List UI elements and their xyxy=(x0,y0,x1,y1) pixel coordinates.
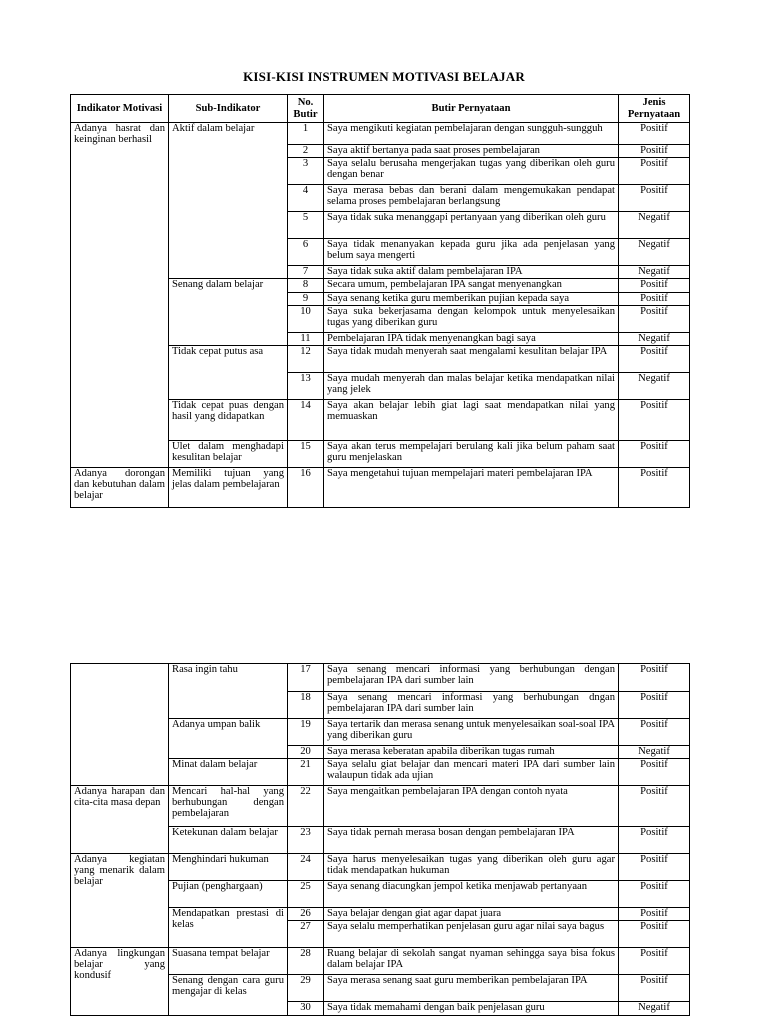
butir-number-cell: 28 xyxy=(288,948,324,975)
butir-number-cell: 22 xyxy=(288,786,324,827)
butir-statement-cell: Saya selalu memperhatikan penjelasan guru agar nilai saya bagus xyxy=(324,921,619,948)
indikator-cell: Adanya kegiatan yang menarik dalam belajar xyxy=(71,854,169,948)
header-jenis-pernyataan: Jenis Pernyataan xyxy=(619,95,690,123)
butir-number-cell: 23 xyxy=(288,827,324,854)
jenis-cell: Negatif xyxy=(619,333,690,346)
butir-statement-cell: Saya selalu giat belajar dan mencari materi IPA dari sumber lain walaupun tidak ada ujian xyxy=(324,759,619,786)
table-row xyxy=(71,664,690,692)
table-row xyxy=(71,854,690,881)
header-indikator: Indikator Motivasi xyxy=(71,95,169,123)
butir-number-cell: 11 xyxy=(288,333,324,346)
header-no-butir: No. Butir xyxy=(288,95,324,123)
sub-indikator-cell: Adanya umpan balik xyxy=(169,719,288,759)
jenis-cell: Negatif xyxy=(619,266,690,279)
butir-statement-cell: Saya senang ketika guru memberikan pujian kepada saya xyxy=(324,293,619,306)
butir-number-cell: 15 xyxy=(288,441,324,468)
indikator-cell: Adanya hasrat dan keinginan berhasil xyxy=(71,123,169,468)
jenis-cell: Negatif xyxy=(619,1002,690,1016)
butir-statement-cell: Saya tidak suka aktif dalam pembelajaran IPA xyxy=(324,266,619,279)
butir-statement-cell: Saya senang mencari informasi yang berhubungan dngan pembelajaran IPA dari sumber lain xyxy=(324,692,619,719)
butir-number-cell: 16 xyxy=(288,468,324,508)
jenis-cell: Positif xyxy=(619,279,690,293)
butir-statement-cell: Saya belajar dengan giat agar dapat juara xyxy=(324,908,619,921)
indikator-cell: Adanya lingkungan belajar yang kondusif xyxy=(71,948,169,1016)
butir-statement-cell: Saya merasa senang saat guru memberikan pembelajaran IPA xyxy=(324,975,619,1002)
jenis-cell: Positif xyxy=(619,921,690,948)
sub-indikator-cell: Ketekunan dalam belajar xyxy=(169,827,288,854)
butir-number-cell: 29 xyxy=(288,975,324,1002)
jenis-cell: Positif xyxy=(619,881,690,908)
butir-statement-cell: Saya tidak memahami dengan baik penjelasan guru xyxy=(324,1002,619,1016)
butir-number-cell: 4 xyxy=(288,185,324,212)
butir-statement-cell: Saya tertarik dan merasa senang untuk menyelesaikan soal-soal IPA yang diberikan guru xyxy=(324,719,619,746)
butir-statement-cell: Saya mengikuti kegiatan pembelajaran dengan sungguh-sungguh xyxy=(324,123,619,145)
jenis-cell: Positif xyxy=(619,158,690,185)
butir-statement-cell: Saya tidak pernah merasa bosan dengan pembelajaran IPA xyxy=(324,827,619,854)
table-row xyxy=(71,786,690,827)
butir-statement-cell: Saya merasa keberatan apabila diberikan tugas rumah xyxy=(324,746,619,759)
sub-indikator-cell: Aktif dalam belajar xyxy=(169,123,288,279)
butir-number-cell: 30 xyxy=(288,1002,324,1016)
sub-indikator-cell: Minat dalam belajar xyxy=(169,759,288,786)
butir-number-cell: 9 xyxy=(288,293,324,306)
page-title: KISI-KISI INSTRUMEN MOTIVASI BELAJAR xyxy=(243,69,525,84)
jenis-cell: Positif xyxy=(619,692,690,719)
table-row xyxy=(71,948,690,975)
indikator-cell: Adanya dorongan dan kebutuhan dalam belajar xyxy=(71,468,169,508)
sub-indikator-cell: Mendapatkan prestasi di kelas xyxy=(169,908,288,948)
header-butir-pernyataan: Butir Pernyataan xyxy=(324,95,619,123)
instrument-table-page-1 xyxy=(70,94,690,508)
indikator-cell: Adanya harapan dan cita-cita masa depan xyxy=(71,786,169,854)
butir-number-cell: 8 xyxy=(288,279,324,293)
instrument-table-page-2 xyxy=(70,663,690,1016)
jenis-cell: Positif xyxy=(619,468,690,508)
jenis-cell: Negatif xyxy=(619,239,690,266)
butir-statement-cell: Saya aktif bertanya pada saat proses pembelajaran xyxy=(324,145,619,158)
sub-indikator-cell: Senang dengan cara guru mengajar di kelas xyxy=(169,975,288,1016)
jenis-cell: Positif xyxy=(619,346,690,373)
butir-statement-cell: Saya mengetahui tujuan mempelajari materi pembelajaran IPA xyxy=(324,468,619,508)
jenis-cell: Positif xyxy=(619,854,690,881)
butir-number-cell: 6 xyxy=(288,239,324,266)
butir-number-cell: 17 xyxy=(288,664,324,692)
sub-indikator-cell: Pujian (penghargaan) xyxy=(169,881,288,908)
butir-number-cell: 12 xyxy=(288,346,324,373)
jenis-cell: Positif xyxy=(619,293,690,306)
sub-indikator-cell: Tidak cepat putus asa xyxy=(169,346,288,400)
jenis-cell: Positif xyxy=(619,948,690,975)
butir-number-cell: 24 xyxy=(288,854,324,881)
jenis-cell: Positif xyxy=(619,306,690,333)
butir-number-cell: 10 xyxy=(288,306,324,333)
jenis-cell: Positif xyxy=(619,908,690,921)
butir-statement-cell: Saya merasa bebas dan berani dalam mengemukakan pendapat selama proses pembelajaran berlangsung xyxy=(324,185,619,212)
butir-number-cell: 13 xyxy=(288,373,324,400)
butir-statement-cell: Ruang belajar di sekolah sangat nyaman sehingga saya bisa fokus dalam belajar IPA xyxy=(324,948,619,975)
jenis-cell: Positif xyxy=(619,400,690,441)
jenis-cell: Positif xyxy=(619,441,690,468)
jenis-cell: Positif xyxy=(619,719,690,746)
butir-statement-cell: Saya suka bekerjasama dengan kelompok untuk menyelesaikan tugas yang diberikan guru xyxy=(324,306,619,333)
table-row xyxy=(71,123,690,145)
jenis-cell: Negatif xyxy=(619,373,690,400)
butir-statement-cell: Saya mudah menyerah dan malas belajar ketika mendapatkan nilai yang jelek xyxy=(324,373,619,400)
butir-statement-cell: Saya senang diacungkan jempol ketika menjawab pertanyaan xyxy=(324,881,619,908)
butir-number-cell: 18 xyxy=(288,692,324,719)
butir-statement-cell: Saya akan terus mempelajari berulang kali jika belum paham saat guru menjelaskan xyxy=(324,441,619,468)
sub-indikator-cell: Ulet dalam menghadapi kesulitan belajar xyxy=(169,441,288,468)
butir-number-cell: 3 xyxy=(288,158,324,185)
butir-statement-cell: Saya tidak menanyakan kepada guru jika ada penjelasan yang belum saya mengerti xyxy=(324,239,619,266)
butir-statement-cell: Saya harus menyelesaikan tugas yang diberikan oleh guru agar tidak mendapatkan hukuman xyxy=(324,854,619,881)
jenis-cell: Positif xyxy=(619,185,690,212)
sub-indikator-cell: Mencari hal-hal yang berhubungan dengan pembelajaran xyxy=(169,786,288,827)
butir-statement-cell: Pembelajaran IPA tidak menyenangkan bagi saya xyxy=(324,333,619,346)
jenis-cell: Positif xyxy=(619,759,690,786)
sub-indikator-cell: Memiliki tujuan yang jelas dalam pembelajaran xyxy=(169,468,288,508)
indikator-cell xyxy=(71,664,169,786)
butir-number-cell: 26 xyxy=(288,908,324,921)
butir-statement-cell: Saya akan belajar lebih giat lagi saat mendapatkan nilai yang memuaskan xyxy=(324,400,619,441)
jenis-cell: Positif xyxy=(619,786,690,827)
sub-indikator-cell: Tidak cepat puas dengan hasil yang didapatkan xyxy=(169,400,288,441)
butir-number-cell: 21 xyxy=(288,759,324,786)
jenis-cell: Positif xyxy=(619,827,690,854)
butir-statement-cell: Secara umum, pembelajaran IPA sangat menyenangkan xyxy=(324,279,619,293)
jenis-cell: Negatif xyxy=(619,212,690,239)
sub-indikator-cell: Menghindari hukuman xyxy=(169,854,288,881)
sub-indikator-cell: Suasana tempat belajar xyxy=(169,948,288,975)
jenis-cell: Positif xyxy=(619,145,690,158)
jenis-cell: Positif xyxy=(619,123,690,145)
jenis-cell: Positif xyxy=(619,664,690,692)
sub-indikator-cell: Senang dalam belajar xyxy=(169,279,288,346)
butir-statement-cell: Saya tidak mudah menyerah saat mengalami kesulitan belajar IPA xyxy=(324,346,619,373)
table-header-row xyxy=(71,95,690,123)
butir-number-cell: 19 xyxy=(288,719,324,746)
jenis-cell: Negatif xyxy=(619,746,690,759)
table-row xyxy=(71,468,690,508)
header-sub-indikator: Sub-Indikator xyxy=(169,95,288,123)
butir-number-cell: 7 xyxy=(288,266,324,279)
butir-number-cell: 27 xyxy=(288,921,324,948)
butir-number-cell: 20 xyxy=(288,746,324,759)
butir-number-cell: 2 xyxy=(288,145,324,158)
butir-number-cell: 1 xyxy=(288,123,324,145)
jenis-cell: Positif xyxy=(619,975,690,1002)
butir-statement-cell: Saya senang mencari informasi yang berhubungan dengan pembelajaran IPA dari sumber lain xyxy=(324,664,619,692)
butir-number-cell: 14 xyxy=(288,400,324,441)
butir-statement-cell: Saya mengaitkan pembelajaran IPA dengan contoh nyata xyxy=(324,786,619,827)
butir-statement-cell: Saya selalu berusaha mengerjakan tugas yang diberikan oleh guru dengan benar xyxy=(324,158,619,185)
sub-indikator-cell: Rasa ingin tahu xyxy=(169,664,288,719)
butir-number-cell: 5 xyxy=(288,212,324,239)
butir-statement-cell: Saya tidak suka menanggapi pertanyaan yang diberikan oleh guru xyxy=(324,212,619,239)
butir-number-cell: 25 xyxy=(288,881,324,908)
